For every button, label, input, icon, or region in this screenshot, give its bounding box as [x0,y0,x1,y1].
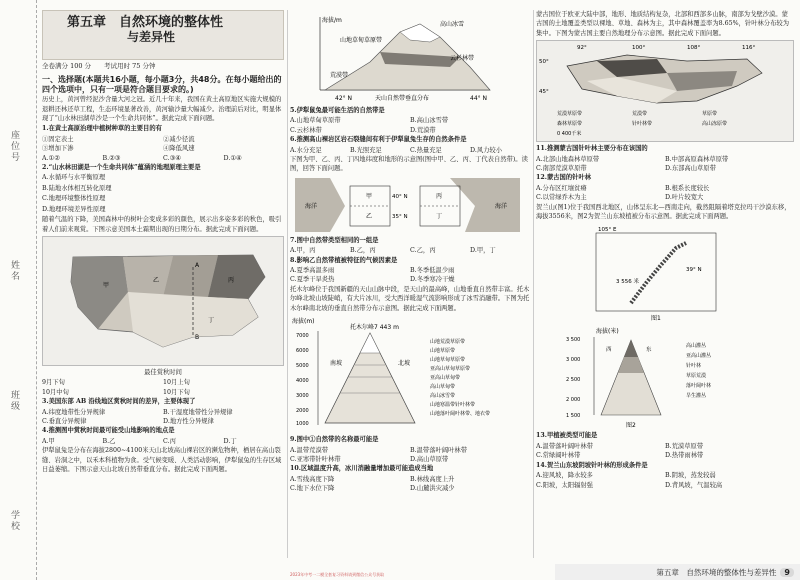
zone-label: 丁 [436,212,443,220]
tianshan-profile [290,12,530,104]
question-5: 5.伊犁鼠兔最可能生活的自然带是 [290,107,385,114]
q14-options [536,471,794,480]
svg-text:丁: 丁 [208,316,215,324]
veg-legend: 落叶阔叶林 [686,383,712,390]
helan-vegetation [536,325,794,429]
q1-stmt: ②减少径流 [163,135,195,143]
q5-options [290,116,530,125]
q4-option: D.丁 [223,437,237,445]
column-divider [287,10,288,558]
helan-figure [536,223,792,321]
map-legend-row [42,388,284,397]
map-lat: 45° [539,89,549,96]
map-lon: 92° [577,45,587,52]
tomur-legend: 山地寒温带针叶林带 [430,402,476,409]
tomur-figure [290,315,530,433]
tomur-north: 北坡 [398,360,411,368]
q12-options [536,184,794,193]
map-legend: 荒漠草原带 [557,111,583,118]
legend-item: 10月上旬 [163,379,190,387]
zone-lat: 35° N [392,213,408,220]
q12-option: B.根系长度较长 [665,184,710,192]
veg-legend: 高山灌丛 [686,343,707,350]
profile-label: 山地草甸草原带 [340,37,383,44]
q6-option: A.水分充足 [290,146,322,154]
q10-option: D.山麓洪灾减少 [410,485,455,493]
q3-option: B.干湿度地带性分异规律 [163,408,233,416]
passage-4: 下图为甲、乙、丙、丁四地纬度和地形的示意图(图中甲、乙、丙、丁代表自然带)。读图，回答下面问题。 [290,156,528,173]
q14-option: D.背风坡，气温较高 [665,481,723,489]
q8-option: D.冬季寒冷干燥 [410,276,455,284]
q6-option: D.风力较小 [470,146,503,154]
q8-options [290,266,530,275]
q7-option: C.乙，丙 [410,247,436,255]
q5-option: B.高山冰雪带 [410,117,449,125]
q9-option: C.亚寒带针叶林带 [290,455,341,463]
q9-option: A.温带荒漠带 [290,446,329,454]
q10-options [290,475,530,484]
section-heading: 一、选择题(本题共16小题，每小题3分，共48分。在每小题给出的四个选项中，只有一项是符合题目要求的。) [42,75,282,94]
q1-option: A.①② [42,154,60,162]
q14-option: A.迎风坡，降水较多 [536,472,593,480]
q11-option: A.北部山地森林草原带 [536,155,600,163]
tomur-legend: 亚高山草甸草原带 [430,366,471,373]
q8-option: B.冬季低温少雨 [410,267,455,275]
question-7: 7.图中自然带类型相同的一组是 [290,236,379,244]
q11-option: D.东部高山草原带 [665,165,716,173]
q12-option: C.以常绿乔木为主 [536,194,587,202]
q1-option: D.①④ [223,154,242,162]
tomur-title: 托木尔峰7 443 m [350,324,399,332]
q14-option: B.阴坡，蒸发较弱 [665,472,716,480]
q5-option: C.云杉林带 [290,126,322,134]
tomur-legend: 山地荒漠草原带 [430,339,466,346]
q3-option: D.地方性分异规律 [163,417,214,425]
q4-option: A.甲 [42,437,55,445]
chapter-header [42,10,284,60]
q8-option: A.夏季高温多雨 [290,267,335,275]
legend-item: 9月下旬 [42,379,65,387]
veg-legend: 针叶林 [686,363,702,370]
q13-options [536,442,794,451]
map-lon: 100° [632,45,646,52]
profile-lat: 42° N [335,95,353,102]
veg-east: 东 [646,347,652,354]
passage-6: 蒙古国位于欧亚大陆中部，地形、地质结构复杂，北部和西部多山脉，南部为戈壁沙漠。蒙古国的土地覆盖类型以裸地、草地、森林为主，其中森林覆盖率为8.65%，针叶林分布较为集中。下图为蒙古国主要自然地理分布示意图。据此完成下面问题。 [536,11,789,37]
q3-option: C.垂直分异规律 [42,417,87,425]
map-legend: 荒漠带 [632,111,648,118]
mongolia-map [536,40,794,142]
q12-option: D.叶片较宽大 [665,194,704,202]
tomur-legend: 山地草原带 [430,348,456,355]
q10-option: C.地下水位下降 [290,485,335,493]
q10-options [290,484,530,493]
tomur-south: 南坡 [330,360,343,368]
veg-tick: 2 500 [566,377,581,384]
zones-figure [290,176,530,234]
watermark-text: 2023年中考一二模全套复习资料请到微信公众号获取 [290,572,385,577]
question-9: 9.图中①自然带的名称最可能是 [290,436,379,444]
question-10: 10.区域温度升高，冰川消融量增加最可能造成当地 [290,465,434,473]
q9-option: B.温带落叶阔叶林带 [410,446,468,454]
tomur-tick: 6000 [296,348,309,355]
tomur-legend: 山地草甸草原带 [430,357,466,364]
passage-5: 托木尔峰位于我国新疆的天山山脉中段，是天山的最高峰，山地垂直自然带丰富。托木尔峰北坡山坡陡峭，有大片冰川，受大西洋暖湿气流影响形成了冰雪消融带。下图为托木尔峰南北坡的垂直自然带分布示意图。据此完成下面两题。 [290,285,530,312]
chapter-title: 第五章 自然环境的整体性 [67,15,224,30]
q14-options [536,481,794,490]
veg-legend: 旱生灌丛 [686,393,707,400]
q7-option: A.甲，丙 [290,247,316,255]
zone-label: 甲 [366,192,373,200]
map-scale: 0 400千米 [557,131,582,138]
q8-option: C.夏季干旱炎热 [290,276,335,284]
q12-option: A.分布区红壤贫瘠 [536,184,587,192]
q2-option: D.地理环境差异性原理 [42,205,106,213]
tomur-y-label: 海拔(m) [292,318,315,326]
binding-name-label: 姓名 [9,260,19,282]
legend-item: 10月下旬 [163,388,190,396]
question-12: 12.蒙古国的针叶林 [536,174,592,182]
q1-statements [42,144,284,153]
profile-lat: 44° N [470,95,488,102]
svg-text:丙: 丙 [228,276,235,284]
q1-stmt: ①固定表土 [42,135,74,143]
profile-label: 荒漠带 [330,72,349,79]
q1-stmt: ③增加下渗 [42,145,74,153]
q7-option: B.乙，丙 [350,247,376,255]
q9-option: D.高山草原带 [410,455,449,463]
page-number: 9 [780,568,794,577]
svg-text:B: B [195,333,200,341]
helan-lat: 39° N [686,267,702,274]
question-2: 2.“山水林田湖是一个生命共同体”蕴涵的地理原理主要是 [42,164,201,172]
q13-options [536,451,794,460]
map-legend: 针叶林带 [632,121,653,128]
q4-options [42,437,284,446]
q5-options [290,126,530,135]
q3-options [42,408,284,417]
tomur-diagram [290,315,530,433]
passage-3: 伊犁鼠兔是分布在海拔2800~4100米天山北坡高山裸岩区的濒危物种，栖居在高山裂缝、岩洞之中，以禾本科植物为食。受气候变暖、人类活动影响，伊犁鼠兔的生存区域日益萎缩。下图示意天山北坡自然带垂直分布。据此完成下面两题。 [42,447,282,473]
tomur-legend: 山地落叶阔叶林带、地衣带 [430,411,491,418]
q1-option: B.②③ [102,154,121,162]
q10-option: B.林线高度上升 [410,475,455,483]
q1-option: C.③④ [163,154,181,162]
profile-caption: 天山自然带垂直分布 [375,95,430,102]
q11-options [536,155,794,164]
zone-label: 乙 [366,212,373,220]
q9-options [290,455,530,464]
sea-label: 海洋 [305,202,318,210]
veg-legend: 草原荒漠 [686,373,707,380]
q6-option: C.热量充足 [410,146,442,154]
figure-caption: 图2 [626,422,636,430]
page-footer [555,564,800,580]
map-lon: 108° [687,45,701,52]
zone-label: 丙 [436,192,443,200]
q6-option: B.光照充足 [350,146,382,154]
q2-option: B.陆地水体相互转化原理 [42,184,112,192]
q11-option: C.南部荒漠草原带 [536,165,587,173]
binding-class-label: 班级 [9,390,19,412]
chapter-subtitle: 与差异性 [127,30,176,44]
legend-item: 10月中旬 [42,388,69,396]
binding-school-label: 学校 [9,510,19,532]
svg-text:甲: 甲 [103,281,110,289]
sea-label: 海洋 [495,202,508,210]
mongolia-figure [537,41,793,139]
q3-options [42,417,284,426]
q13-option: C.常绿阔叶林带 [536,452,581,460]
tomur-tick: 7000 [296,333,309,340]
profile-y-label: 海拔/m [322,17,342,24]
q6-options [290,146,530,155]
svg-text:A: A [195,261,200,269]
tomur-legend: 高山冰雪带 [430,393,456,400]
zones-diagram [290,176,530,234]
veg-west: 西 [606,347,612,354]
map-legend-row [42,378,284,387]
helan-veg-figure [536,325,792,429]
q4-option: B.乙 [102,437,116,445]
q8-options [290,275,530,284]
profile-label: 云杉林带 [450,55,475,62]
passage-2: 随着气温的下降，美国森林中的树叶会变成多彩的颜色，展示出多姿多彩的秋色，吸引着人们前来观赏。下图示意美国本土霜期出现的日期分布。据此完成下面问题。 [42,216,282,233]
column-left [42,10,284,475]
figure-caption: 图1 [651,315,661,322]
svg-text:乙: 乙 [153,276,160,284]
question-8: 8.影响乙自然带植被特征的气候因素是 [290,256,398,264]
q2-option: C.地理环境整体性原理 [42,195,106,203]
column-divider [533,10,534,558]
question-13: 13.甲植被类型可能是 [536,432,598,440]
veg-tick: 3 000 [566,357,581,364]
q10-option: A.雪线高度下降 [290,475,335,483]
passage-7: 贺兰山(图1)位于我国西北地区，山体呈东北—西南走向，截然阻隔着塔克拉玛干沙漠东移，海拔3556米，图2为贺兰山东坡植被分布示意图。据此完成下面两题。 [536,203,791,221]
q1-options [42,154,284,163]
question-14: 14.贺兰山东坡阴坡针叶林的形成条件是 [536,461,648,469]
tomur-tick: 2000 [296,408,309,415]
q11-option: B.中部高原森林草原带 [665,155,729,163]
q13-option: A.温带落叶阔叶林带 [536,442,593,450]
veg-legend: 亚高山灌丛 [686,353,712,360]
passage-1: 历史上，黄河曾经泥沙含量大河之冠。近几十年来，我国在黄土高原地区实施大规模的退耕还林还草工程，生态环境显著改善，黄河输沙量大幅减少。治理前后对比，明显体现了“山水林田湖草沙是一个生命共同体”。据此完成下面问题。 [42,96,282,123]
footer-chapter: 第五章 自然环境的整体性与差异性 [656,567,777,577]
column-middle [290,10,530,494]
helan-map [536,223,794,323]
map-lon: 116° [742,45,756,52]
question-1: 1.在黄土高原治理中植树种草的主要目的有 [42,125,162,133]
veg-tick: 1 500 [566,413,581,420]
q9-options [290,446,530,455]
us-map-figure [43,237,283,363]
q1-stmt: ④降低风速 [163,145,195,153]
binding-strip [0,0,37,580]
map-legend: 高山冻原带 [702,121,728,128]
tianshan-figure [290,12,530,104]
veg-tick: 3 500 [566,337,581,344]
map-legend: 森林草原带 [557,121,583,128]
q13-option: D.热带雨林带 [665,452,704,460]
q12-options [536,193,794,202]
profile-label: 高山冰雪 [440,21,465,28]
veg-y-label: 海拔(米) [596,328,619,336]
q7-option: D.甲，丁 [470,247,496,255]
tomur-tick: 5000 [296,363,309,370]
question-4: 4.推测图中赏秋时间最可能受山地影响的地点是 [42,427,175,435]
map-legend-title: 最佳赏秋时间 [144,368,182,376]
veg-tick: 2 000 [566,397,581,404]
q7-options [290,246,530,255]
exam-meta: 全卷满分 100 分 考试用时 75 分钟 [42,62,156,70]
tomur-tick: 3000 [296,393,309,400]
q2-option: A.水循环与水平衡原理 [42,174,106,182]
zone-lat: 40° N [392,193,408,200]
helan-peak: 3 556 米 [616,279,639,286]
q14-option: C.阳坡，太阳辐射强 [536,481,593,489]
tomur-tick: 4000 [296,378,309,385]
map-legend: 草原带 [702,111,718,118]
question-6: 6.推测高山裸岩区岩石裂缝间有利于伊犁鼠兔生存的自然条件是 [290,136,467,144]
q11-options [536,164,794,173]
q5-option: A.山地草甸草原带 [290,117,341,125]
question-3: 3.美国东部 AB 沿线地区赏秋时间的差异，主要体现了 [42,398,196,406]
tomur-legend: 高山草甸带 [430,384,456,391]
helan-lon: 105° E [598,227,617,234]
binding-seat-label: 座位号 [9,130,19,163]
tomur-legend: 亚高山草甸带 [430,375,461,382]
map-lat: 50° [539,59,549,66]
q4-option: C.丙 [163,437,176,445]
tomur-tick: 1000 [296,421,309,428]
q1-statements [42,135,284,144]
us-autumn-map [42,236,284,366]
q13-option: B.荒漠草原带 [665,442,704,450]
q5-option: D.荒漠带 [410,126,436,134]
column-right [536,10,794,490]
question-11: 11.推测蒙古国针叶林主要分布在该国的 [536,145,648,153]
q3-option: A.纬度地带性分异规律 [42,408,106,416]
